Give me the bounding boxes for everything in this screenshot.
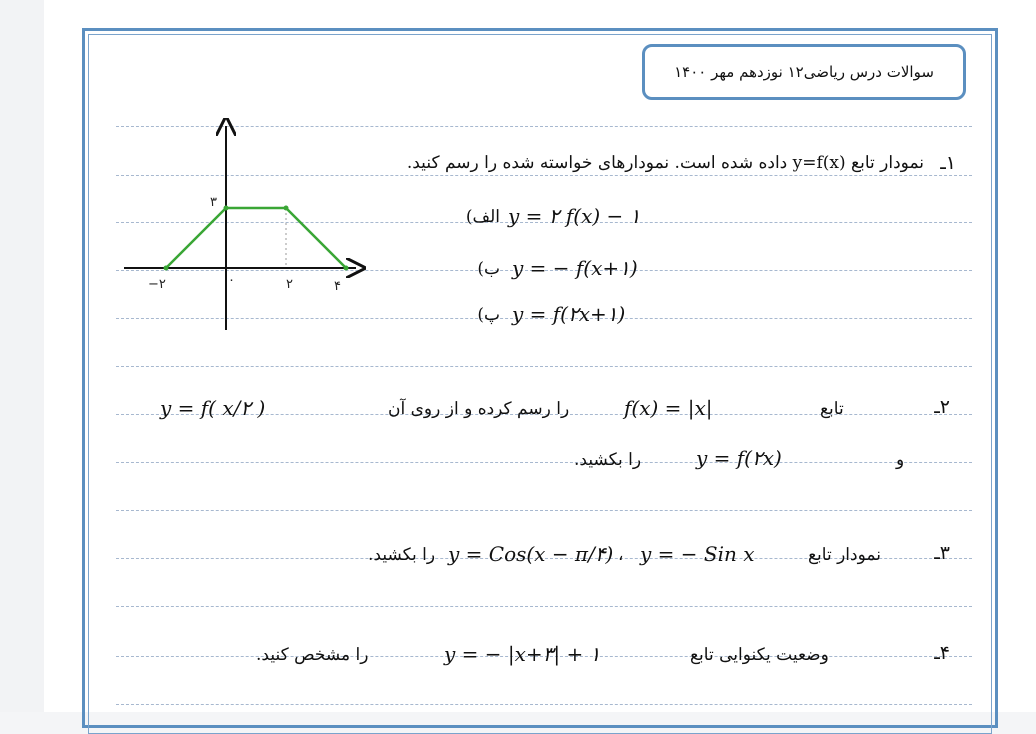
part-formula: y = ۲ f(x) − ۱ bbox=[508, 204, 641, 228]
graph-point bbox=[224, 206, 229, 211]
question-4-number: ۴ـ bbox=[934, 642, 950, 664]
x-tick-label: ۰ bbox=[228, 273, 235, 288]
left-gutter bbox=[0, 0, 44, 712]
part-label: ب) bbox=[477, 259, 500, 279]
question-2-text-a: را رسم کرده و از روی آن bbox=[388, 399, 570, 419]
function-line bbox=[166, 208, 346, 268]
question-2-formula-b: y = f(۲x) bbox=[696, 446, 782, 470]
part-formula: y = f(۲x+۱) bbox=[512, 302, 626, 326]
page-title: سوالات درس ریاضی۱۲ نوزدهم مهر ۱۴۰۰ bbox=[674, 63, 934, 81]
x-tick-label: −۲ bbox=[148, 277, 166, 292]
question-3-text-b: را بکشید. bbox=[368, 545, 436, 565]
ruled-line bbox=[116, 510, 972, 511]
graph-point bbox=[344, 266, 349, 271]
question-1-text: نمودار تابع y=f(x) داده شده است. نمودارهای خواسته شده را رسم کنید. bbox=[406, 153, 924, 173]
question-2-formula-a: y = f( x/۲ ) bbox=[160, 396, 266, 420]
question-2-formula-main: f(x) = |x| bbox=[624, 396, 713, 420]
part-formula: y = − f(x+۱) bbox=[512, 256, 638, 280]
ruled-line bbox=[116, 366, 972, 367]
title-box bbox=[642, 44, 966, 100]
ruled-line bbox=[116, 606, 972, 607]
question-3-number: ۳ـ bbox=[934, 542, 950, 564]
question-2-connector: و bbox=[896, 450, 905, 470]
question-3-connector: ، bbox=[618, 545, 624, 565]
question-4-text-b: را مشخص کنید. bbox=[256, 645, 369, 665]
question-3-text-a: نمودار تابع bbox=[808, 545, 881, 565]
graph-point bbox=[284, 206, 289, 211]
part-label: الف) bbox=[465, 207, 500, 227]
function-graph bbox=[116, 118, 366, 338]
question-2-number: ۲ـ bbox=[934, 396, 950, 418]
ruled-line bbox=[116, 704, 972, 705]
question-4-formula: y = − |x+۳| + ۱ bbox=[444, 642, 601, 666]
graph-point bbox=[164, 266, 169, 271]
part-label: پ) bbox=[477, 305, 500, 325]
y-tick-label: ۳ bbox=[210, 195, 217, 210]
x-tick-label: ۴ bbox=[334, 279, 341, 294]
question-1-number: ۱ـ bbox=[940, 152, 956, 174]
question-2-word: تابع bbox=[820, 399, 844, 419]
question-3-formula-b: y = Cos(x − π/۴) bbox=[448, 542, 614, 566]
ruled-line bbox=[116, 462, 972, 463]
question-4-text-a: وضعیت یکنوایی تابع bbox=[690, 645, 829, 665]
question-2-text-b: را بکشید. bbox=[574, 450, 642, 470]
x-tick-label: ۲ bbox=[286, 277, 293, 292]
question-3-formula-a: y = − Sin x bbox=[640, 542, 755, 566]
